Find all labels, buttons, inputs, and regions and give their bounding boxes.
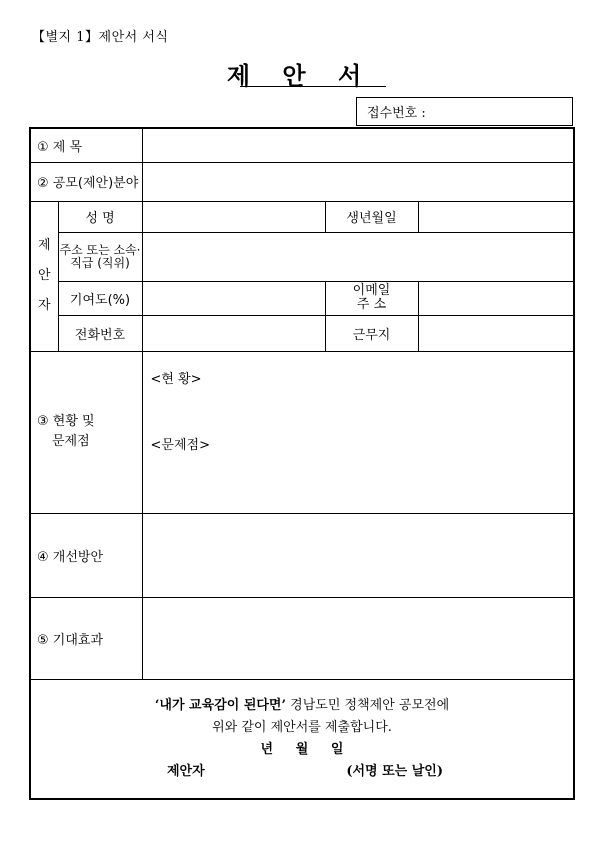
improvement-row <box>30 513 574 597</box>
title-underline <box>240 86 386 87</box>
workplace-field[interactable] <box>418 315 574 351</box>
proposer-char-2: 안 <box>37 268 51 283</box>
address-label: 주소 또는 소속·직급 (직위) <box>58 232 142 281</box>
contribution-row <box>30 281 574 315</box>
declaration-proposer: 제안자 <box>167 763 205 779</box>
address-row <box>30 232 574 281</box>
proposal-form-table <box>29 127 575 800</box>
status-label <box>30 351 142 513</box>
effect-row <box>30 597 574 679</box>
declaration-cell <box>30 679 574 799</box>
page-title: 제 안 서 <box>226 61 374 90</box>
subject-row <box>30 128 574 162</box>
proposer-vertical-label <box>30 201 58 351</box>
email-label <box>325 281 418 315</box>
status-label-line1: ③ 현황 및 <box>37 414 95 429</box>
effect-label: ⑤ 기대효과 <box>30 597 142 679</box>
name-row <box>30 201 574 232</box>
address-field[interactable] <box>142 232 574 281</box>
declaration-line-2: 위와 같이 제안서를 제출합니다. <box>212 719 392 735</box>
contribution-field[interactable] <box>142 281 325 315</box>
improvement-label: ④ 개선방안 <box>30 513 142 597</box>
declaration-line1-rest: 경남도민 정책제안 공모전에 <box>286 697 450 713</box>
phone-label: 전화번호 <box>58 315 142 351</box>
declaration-signature-line <box>31 761 573 783</box>
status-row <box>30 351 574 513</box>
birth-label: 생년월일 <box>325 201 418 232</box>
declaration-quote: ‘내가 교육감이 된다면’ <box>154 697 287 713</box>
name-field[interactable] <box>142 201 325 232</box>
status-field[interactable] <box>142 351 574 513</box>
receipt-number-box <box>356 97 573 126</box>
contribution-label: 기여도(%) <box>58 281 142 315</box>
email-label-line1: 이메일 <box>352 283 391 298</box>
declaration-date: 년 월 일 <box>260 741 344 757</box>
receipt-number-label: 접수번호 : <box>367 106 426 121</box>
proposer-char-3: 자 <box>37 298 51 313</box>
email-label-line2: 주 소 <box>356 297 387 312</box>
phone-field[interactable] <box>142 315 325 351</box>
status-subheading: <현 황> <box>150 371 202 387</box>
subject-field[interactable] <box>142 128 574 162</box>
field-row <box>30 162 574 201</box>
status-label-line2: 문제점 <box>52 434 90 449</box>
declaration-line-1 <box>31 695 573 717</box>
attachment-label: 【별지 1】제안서 서식 <box>32 30 169 45</box>
workplace-label: 근무지 <box>325 315 418 351</box>
name-label: 성 명 <box>58 201 142 232</box>
birth-field[interactable] <box>418 201 574 232</box>
subject-label: ① 제 목 <box>30 128 142 162</box>
problem-subheading: <문제점> <box>150 437 210 453</box>
proposer-char-1: 제 <box>37 238 51 253</box>
email-field[interactable] <box>418 281 574 315</box>
field-value[interactable] <box>142 162 574 201</box>
declaration-row <box>30 679 574 799</box>
declaration-signature: (서명 또는 날인) <box>346 763 444 779</box>
improvement-field[interactable] <box>142 513 574 597</box>
field-label: ② 공모(제안)분야 <box>30 162 142 201</box>
effect-field[interactable] <box>142 597 574 679</box>
phone-row <box>30 315 574 351</box>
